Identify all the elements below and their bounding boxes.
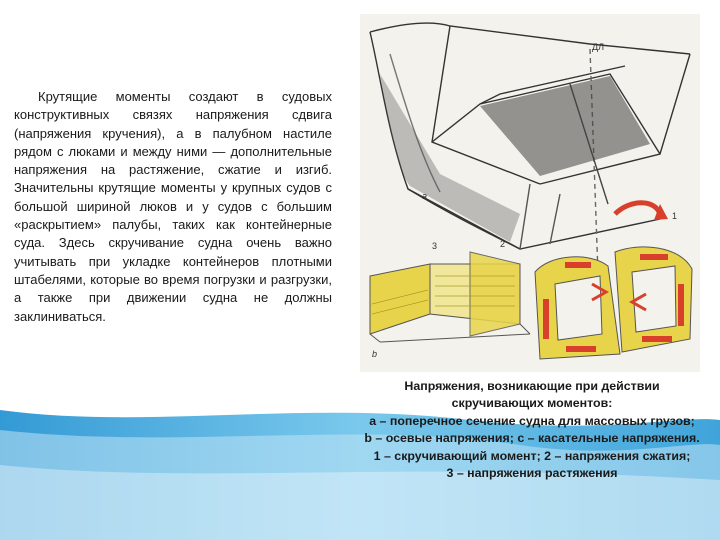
- figure-caption: [358, 378, 706, 482]
- caption-line-2: a – поперечное сечение судна для массовых грузов;: [369, 413, 695, 428]
- caption-line-5: 3 – напряжения растяжения: [446, 466, 618, 481]
- label-b: b: [372, 349, 378, 359]
- label-dl: ДЛ: [592, 42, 605, 52]
- caption-line-3: b – осевые напряжения; c – касательные напряжения.: [364, 431, 700, 446]
- shear-stress-diagram: [535, 247, 692, 359]
- body-text: Крутящие моменты создают в судовых конструктивных связях напряжения сдвига (напряжения кручения), а в палубном настиле рядом с люками и между ними — дополнительные напряжения на растяжение, сжатие и изгиб. Значительны крутящие моменты у крупных судов с большой шириной люков и у судов с большим «раскрытием» палубы, таких как контейнерные суда. Здесь скручивание судна очень важно учитывать при укладке контейнеров плотными штабелями, которые во время погрузки и разгрузки, а также при движении судна не должны заклиниваться.: [14, 89, 332, 324]
- label-a: a: [422, 191, 428, 201]
- deck-hatch: [480, 76, 650, 176]
- caption-line-4: 1 – скручивающий момент; 2 – напряжения сжатия;: [373, 448, 691, 463]
- label-1: 1: [672, 211, 678, 221]
- axial-stress-diagram: [370, 252, 530, 342]
- label-3: 3: [432, 241, 438, 251]
- caption-line-1: Напряжения, возникающие при действии скручивающих моментов:: [404, 379, 660, 411]
- twisting-moment-arrow: [615, 203, 660, 214]
- ship-torsion-illustration: [360, 14, 700, 372]
- label-2: 2: [500, 239, 506, 249]
- torsion-figure: [360, 14, 700, 372]
- decorative-ring: [706, 391, 718, 403]
